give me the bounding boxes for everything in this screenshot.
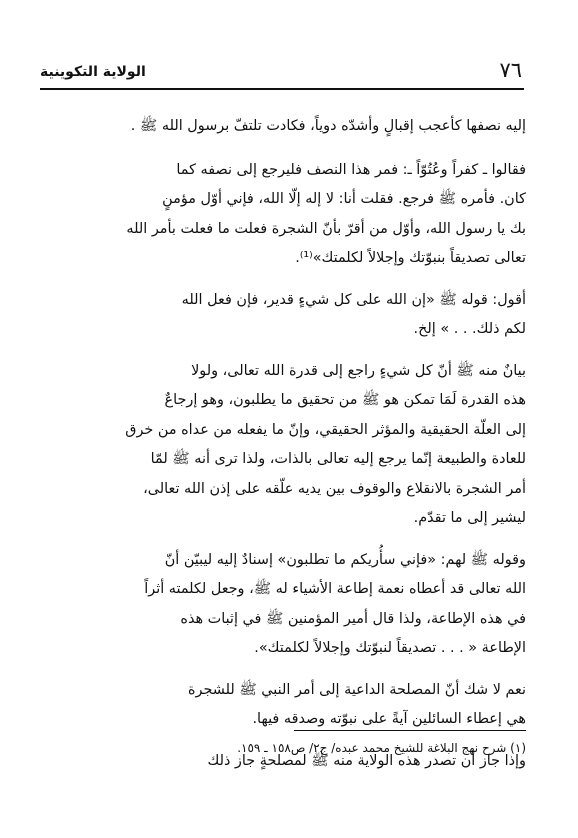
paragraph-1: إليه نصفها كأعجب إقبالٍ وأشدّه دوياً، فكادت تلتفّ برسول الله ﷺ . bbox=[130, 118, 526, 134]
paragraph-4: بيانٌ منه ﷺ أنّ كل شيءٍ راجع إلى قدرة الله تعالى، ولولا هذه القدرة لَمَا تمكن هو ﷺ من تحقيق ما يطلبون، وهو إرجاعٌ إلى العلّة الحقيقية والمؤثر الحقيقي، وإنّ ما يفعله من عداه من خرق للعادة والطبيعة إنّما يرجع إليه تعالى بالذات، ولذا ترى أنه ﷺ لمّا أمر الشجرة بالانقلاع والوقوف بين يديه علّقه على إذن الله تعالى، ليشير إلى ما تقدّم. bbox=[125, 362, 526, 526]
running-title: الولاية التكوينية bbox=[40, 64, 146, 80]
page-number: ٧٦ bbox=[499, 58, 522, 82]
paragraph-5: وقوله ﷺ لهم: «فإني سأُريكم ما تطلبون» إسنادٌ إليه ليبيّن أنّ الله تعالى قد أعطاه نعمة إطاعة الأشياء له ﷺ، وجعل لكلمته أثراً في هذه الإطاعة، ولذا قال أمير المؤمنين ﷺ في إثبات هذه الإطاعة « . . . تصديقاً لنبوّتك وإجلالاً لكلمتك». bbox=[144, 551, 526, 656]
body-text bbox=[42, 112, 526, 788]
footnote-divider bbox=[294, 730, 526, 731]
paragraph-7: وإذا جاز أن تصدر هذه الولاية منه ﷺ لمصلحةٍ جاز ذلك bbox=[207, 752, 526, 769]
page-header bbox=[40, 56, 522, 86]
paragraph-3: أقول: قوله ﷺ «إن الله على كل شيءٍ قدير، فإن فعل الله لكم ذلك. . . » إلخ. bbox=[181, 291, 526, 337]
paragraph-2: فقالوا ـ كفراً وعُتُوّاً ـ: فمر هذا النصف فليرجع إلى نصفه كما كان. فأمره ﷺ فرجع. فقلت أنا: لا إله إلّا الله، فإني أوّل مؤمنٍ بك يا رسول الله، وأوّل من أقرّ بأنّ الشجرة فعلت ما فعلت بأمر الله تعالى تصديقاً بنبوّتك وإجلالاً لكلمتك»⁽¹⁾. bbox=[126, 161, 526, 266]
paragraph-6: نعم لا شك أنّ المصلحة الداعية إلى أمر النبي ﷺ للشجرة هي إعطاء السائلين آيةً على نبوّته وصدقه فيها. bbox=[188, 681, 526, 727]
header-divider bbox=[40, 88, 524, 90]
footnote: (١) شرح نهج البلاغة للشيخ محمد عبده/ ج٢/ ص١٥٨ ـ ١٥٩. bbox=[237, 741, 526, 755]
